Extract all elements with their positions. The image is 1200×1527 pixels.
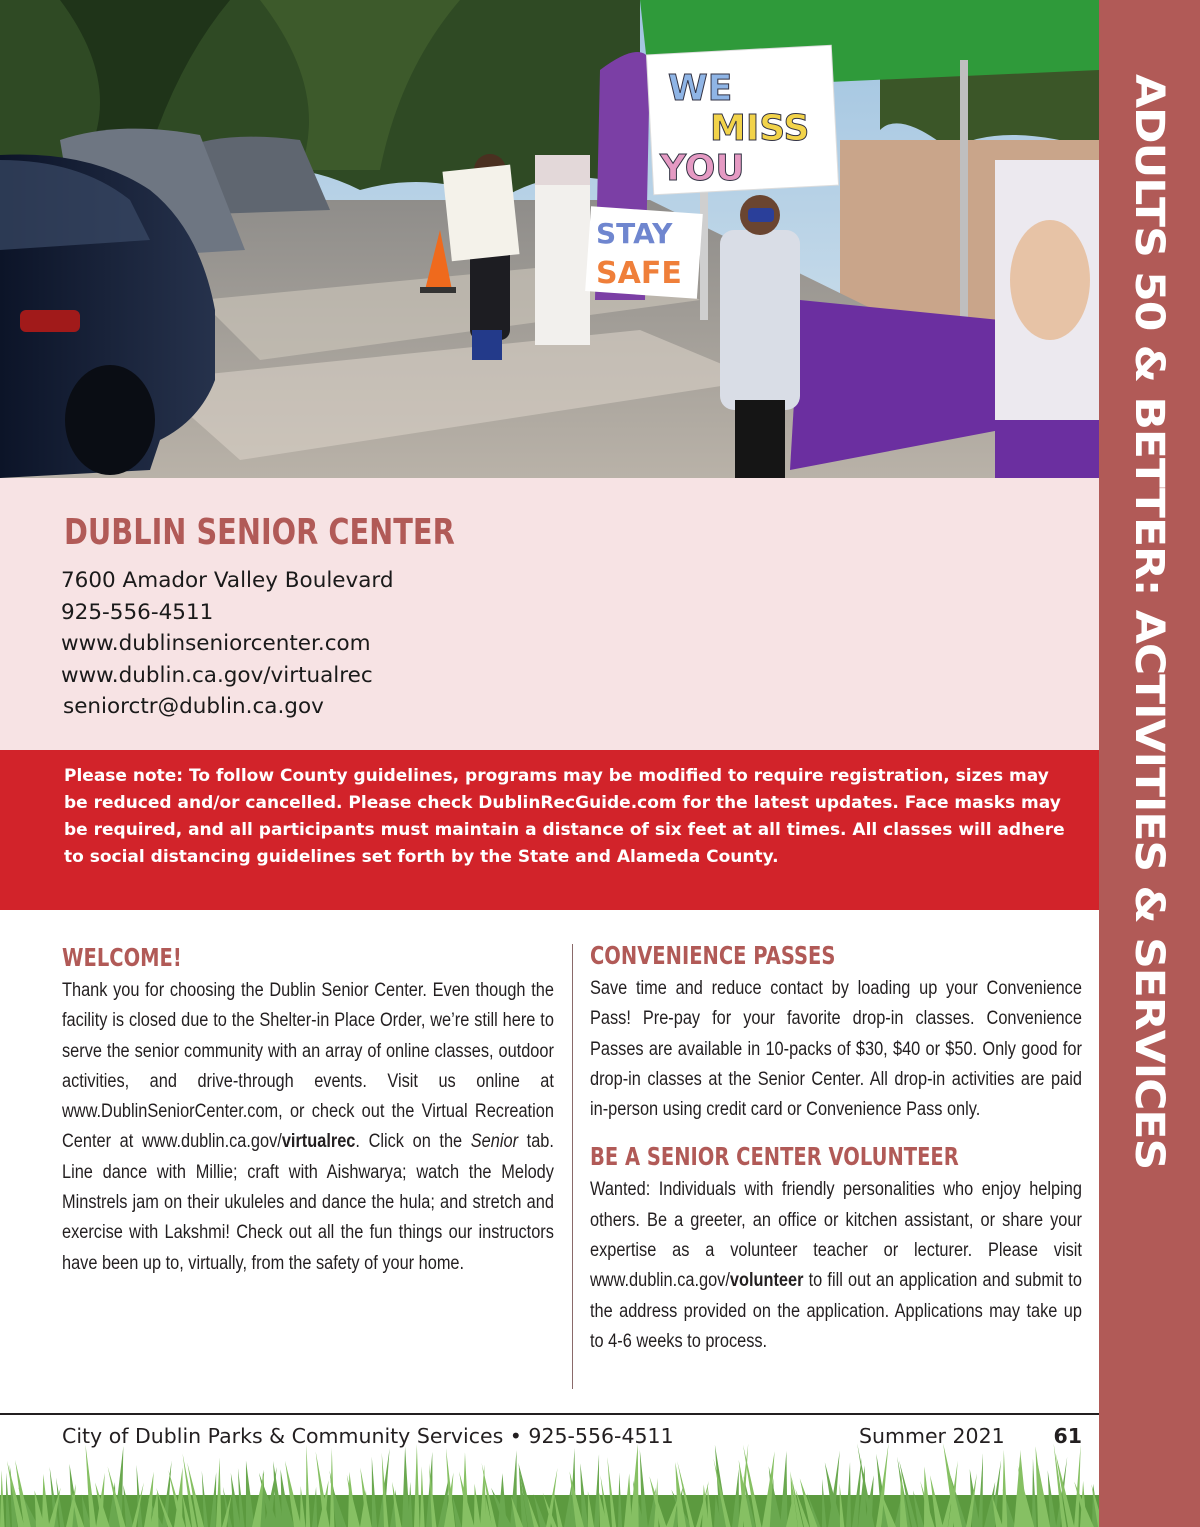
- volunteer-text-1: Wanted: Individuals with friendly personalities who enjoy helping others. Be a greeter, an office or kitchen assistant, or share your expertise as a volunteer teacher or lecturer. Please visit www.dublin.ca.gov/: [590, 1179, 1082, 1292]
- passes-body: Save time and reduce contact by loading up your Convenience Pass! Pre-pay for your favorite drop-in classes. Convenience Passes are available in 10-packs of $30, $40 or $50. Only good for drop-in classes at the Senior Center. All drop-in activities are paid in-person using credit card or Convenience Pass only.: [590, 978, 1082, 1121]
- covid-note-text: Please note: To follow County guidelines, programs may be modified to require registration, sizes may be reduced and/or cancelled. Please check DublinRecGuide.com for the latest updates. Face masks may be required, and all participants must maintain a distance of six feet at all times. All classes will adhere to social distancing guidelines set forth by the State and Alameda County.: [64, 766, 1065, 867]
- contact-virtualrec-link[interactable]: www.dublin.ca.gov/virtualrec: [61, 662, 373, 688]
- section-side-tab-title: ADULTS 50 & BETTER: ACTIVITIES & SERVICES: [1126, 74, 1173, 1170]
- hero-photo: [0, 0, 1099, 478]
- virtualrec-link[interactable]: virtualrec: [281, 1131, 356, 1153]
- right-column: [590, 940, 1082, 1357]
- grass-blade: [630, 1444, 639, 1527]
- grass-blade: [372, 1457, 377, 1527]
- page-footer: [62, 1421, 1082, 1455]
- welcome-body: [62, 976, 554, 1279]
- welcome-column: [62, 940, 554, 1279]
- grass-blade: [1032, 1458, 1036, 1527]
- contact-website-link[interactable]: www.dublinseniorcenter.com: [61, 631, 371, 656]
- sign-we-miss-you-line2: MISS: [710, 108, 810, 149]
- volunteer-link[interactable]: volunteer: [729, 1270, 804, 1292]
- grass-blade: [1002, 1450, 1007, 1527]
- contact-phone[interactable]: 925-556-4511: [61, 599, 214, 625]
- welcome-text-1: Thank you for choosing the Dublin Senior Center. Even though the facility is closed due to the Shelter-in Place Order, we’re still here to serve the senior community with an array of online classes, outdoor activities, and drive-through events. Visit us online at www.DublinSeniorCenter.com, or check out the Virtual Recreation Center at www.dublin.ca.gov/: [62, 980, 554, 1153]
- center-name-heading: DUBLIN SENIOR CENTER: [64, 512, 455, 553]
- grass-blade: [306, 1444, 310, 1527]
- grass-blade: [330, 1448, 334, 1527]
- contact-address: 7600 Amador Valley Boulevard: [61, 568, 394, 593]
- senior-tab-name: Senior: [470, 1131, 519, 1153]
- parking-lot-photo: [0, 0, 1099, 478]
- column-divider: [572, 944, 573, 1389]
- sign-we-miss-you-line1: WE: [668, 68, 733, 109]
- sign-we-miss-you-line3: YOU: [660, 148, 745, 189]
- volunteer-text-2: to fill out an application and submit to the address provided on the application. Applications may take up to 4-6 weeks to process.: [590, 1270, 1082, 1352]
- grass-blade: [414, 1444, 420, 1527]
- welcome-heading: WELCOME!: [62, 943, 182, 972]
- passes-heading: CONVENIENCE PASSES: [590, 941, 836, 970]
- contact-lines: [61, 565, 394, 723]
- footer-season: Summer 2021: [859, 1424, 1005, 1448]
- welcome-text-2: . Click on the: [355, 1131, 471, 1153]
- grass-blade: [216, 1458, 221, 1527]
- volunteer-body: [590, 1175, 1082, 1357]
- contact-email-link[interactable]: seniorctr@dublin.ca.gov: [63, 694, 324, 719]
- sign-stay: STAY: [596, 217, 673, 250]
- sign-safe: SAFE: [596, 256, 682, 291]
- grass-blade: [780, 1451, 787, 1527]
- volunteer-heading: BE A SENIOR CENTER VOLUNTEER: [590, 1142, 959, 1172]
- page-number: 61: [1053, 1424, 1082, 1448]
- footer-rule: [0, 1413, 1099, 1415]
- footer-organization: City of Dublin Parks & Community Services • 925-556-4511: [62, 1424, 674, 1448]
- welcome-text-3: tab. Line dance with Millie; craft with Aishwarya; watch the Melody Minstrels jam on their ukuleles and dance the hula; and stretch and exercise with Lakshmi! Check out all the fun things our instructors have been up to, virtually, from the safety of your home.: [62, 1131, 554, 1274]
- grass-blade: [846, 1462, 851, 1527]
- grass-blade: [978, 1453, 983, 1527]
